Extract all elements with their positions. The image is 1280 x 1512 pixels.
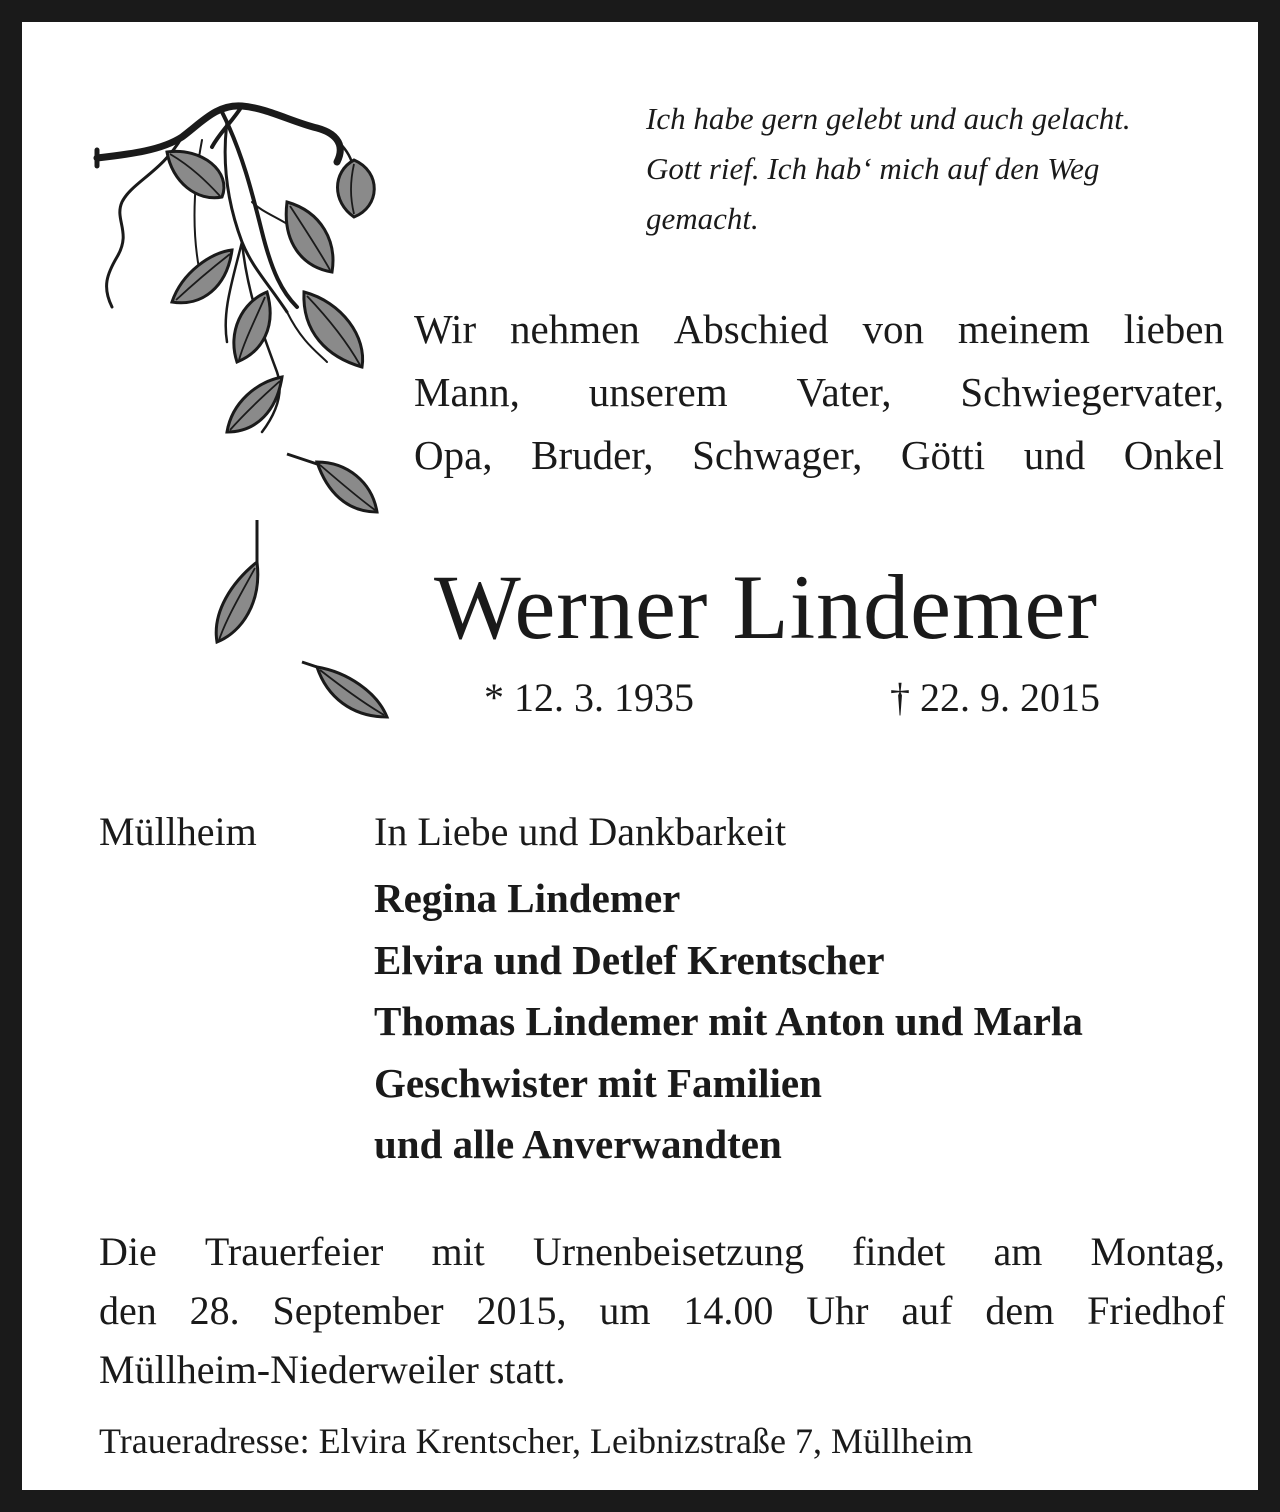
service-word: 28. — [189, 1288, 240, 1333]
farewell-line — [414, 424, 1224, 487]
farewell-word: Schwiegervater, — [960, 369, 1224, 415]
service-word: mit — [431, 1229, 485, 1274]
service-word: Urnenbeisetzung — [532, 1229, 804, 1274]
memorial-quote — [646, 94, 1246, 244]
service-word: dem — [985, 1288, 1055, 1333]
farewell-statement — [414, 298, 1224, 487]
service-line — [99, 1340, 1225, 1399]
farewell-word: Götti — [900, 432, 986, 478]
mourner-entry: Thomas Lindemer mit Anton und Marla — [374, 998, 1083, 1044]
service-line — [99, 1281, 1225, 1340]
farewell-word: nehmen — [510, 306, 640, 352]
farewell-word: Opa, — [414, 432, 493, 478]
quote-line: gemacht. — [646, 201, 759, 236]
service-line — [99, 1222, 1225, 1281]
quote-line: Gott rief. Ich hab‘ mich auf den Weg — [646, 151, 1100, 186]
farewell-word: unserem — [588, 369, 728, 415]
service-word: Trauerfeier — [204, 1229, 384, 1274]
mourner-entry: und alle Anverwandten — [374, 1121, 782, 1167]
farewell-line — [414, 298, 1224, 361]
service-word: findet — [852, 1229, 946, 1274]
farewell-word: und — [1023, 432, 1086, 478]
farewell-word: Schwager, — [692, 432, 863, 478]
farewell-word: Onkel — [1123, 432, 1224, 478]
death-date: † 22. 9. 2015 — [890, 675, 1100, 720]
farewell-word: meinem — [957, 306, 1090, 352]
mourner-entry: Regina Lindemer — [374, 875, 681, 921]
quote-line: Ich habe gern gelebt und auch gelacht. — [646, 101, 1131, 136]
branch-with-leaves-icon — [92, 92, 402, 732]
mourning-address: Traueradresse: Elvira Krentscher, Leibnizstraße 7, Müllheim — [99, 1421, 973, 1461]
funeral-service-notice — [99, 1222, 1225, 1399]
service-word: Uhr — [806, 1288, 869, 1333]
farewell-word: Wir — [414, 306, 477, 352]
service-word: am — [993, 1229, 1043, 1274]
service-word: den — [99, 1288, 157, 1333]
farewell-word: lieben — [1123, 306, 1224, 352]
service-word: auf — [901, 1288, 953, 1333]
farewell-line — [414, 361, 1224, 424]
service-word: um — [599, 1288, 651, 1333]
birth-date: * 12. 3. 1935 — [484, 675, 694, 720]
service-word: Montag, — [1090, 1229, 1225, 1274]
farewell-word: Bruder, — [531, 432, 654, 478]
mourner-entry: Geschwister mit Familien — [374, 1059, 822, 1106]
farewell-word: Mann, — [414, 369, 520, 415]
service-word: 14.00 — [683, 1288, 774, 1333]
thanks-line: In Liebe und Dankbarkeit — [374, 809, 787, 854]
deceased-name: Werner Lindemer — [434, 556, 1099, 658]
service-word: 2015, — [476, 1288, 567, 1333]
service-word: September — [272, 1288, 444, 1333]
mourner-entry: Elvira und Detlef Krentscher — [374, 936, 885, 983]
service-word: Die — [99, 1229, 157, 1274]
service-word: Müllheim-Niederweiler statt. — [99, 1347, 566, 1392]
farewell-word: Abschied — [673, 306, 829, 352]
mourners-list — [374, 868, 1083, 1176]
farewell-word: von — [862, 306, 924, 352]
service-word: Friedhof — [1087, 1288, 1225, 1333]
farewell-word: Vater, — [796, 369, 892, 415]
place-of-residence: Müllheim — [99, 809, 257, 854]
